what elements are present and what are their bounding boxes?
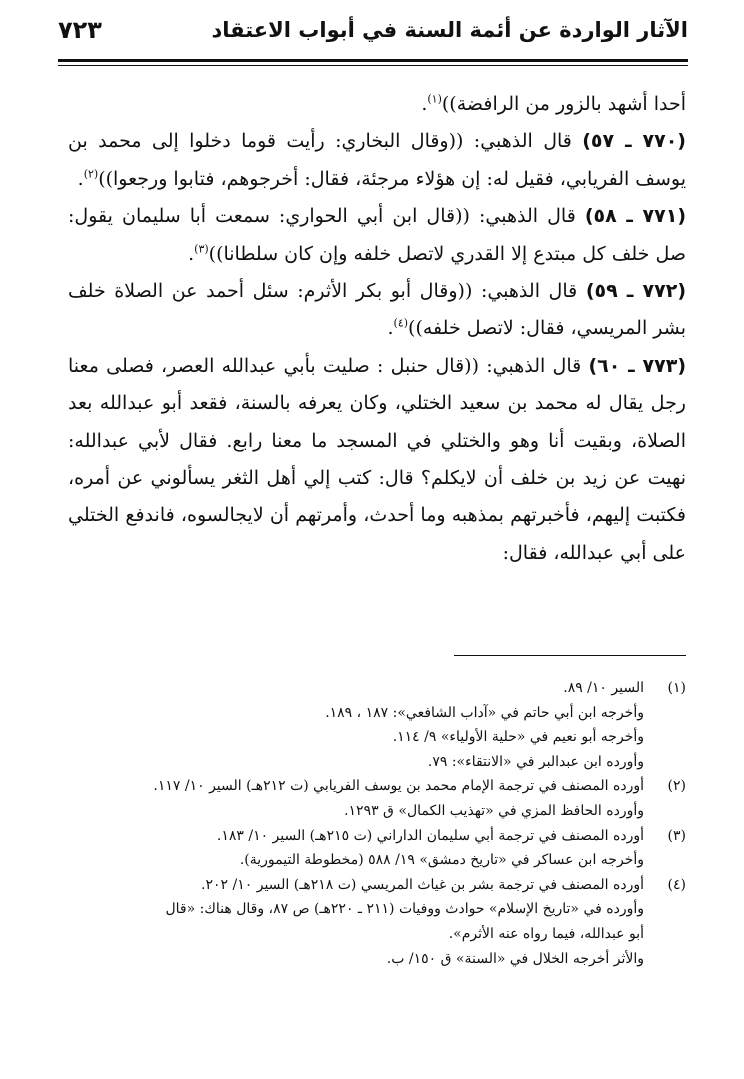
footnote-line: أورده المصنف في ترجمة بشر بن غياث المريسي (ت ٢١٨هـ) السير ١٠/ ٢٠٢. [201,876,644,893]
athar-number: (٧٧٣ ـ ٦٠) [588,354,686,377]
paragraph-end: . [77,167,84,190]
footnote-body [60,873,644,971]
athar-paragraph [68,198,686,273]
main-text [68,86,686,572]
footnote-number: (٤) [667,876,686,893]
footnote-line: وأخرجه ابن أبي حاتم في «آداب الشافعي»: ١٨٧ ، ١٨٩. [325,704,644,721]
footnote-body [60,676,644,774]
footnote-line: والأثر أخرجه الخلال في «السنة» ق ١٥٠/ ب. [386,950,644,967]
footnote-line: السير ١٠/ ٨٩. [563,680,644,696]
footnotes [60,676,686,971]
footnote-body [60,774,644,823]
paragraph-text: قال الذهبي: ((وقال أبو بكر الأثرم: سئل أحمد عن الصلاة خلف بشر المريسي، فقال: لاتصل خلفه)) [68,280,686,340]
athar-paragraph [68,123,686,198]
footnote-number: (١) [667,680,686,696]
footnote-line: أورده المصنف في ترجمة أبي سليمان الداراني (ت ٢١٥هـ) السير ١٠/ ١٨٣. [216,827,644,844]
header-rule-thin [58,65,688,66]
footnote-ref: (١) [427,92,442,106]
athar-paragraph [68,273,686,348]
footnote [60,676,686,774]
footnote-body [60,824,644,873]
paragraph-text: قال الذهبي: ((قال حنبل : صليت بأبي عبدالله العصر، فصلى معنا رجل يقال له محمد بن سعيد الختلي، وكان يعرفه بالسنة، فقعد أبو عبدالله بعد الصلاة، وبقيت أنا وهو والختلي في المسجد ما معنا رابع. فقال لأبي عبدالله: نهيت عن زيد بن خلف أن لايكلم؟ قال: كتب إلي أهل الثغر يسألوني عن أمره، فكتبت إليهم، فأخبرتهم بمذهبه وما أحدث، وأمرتهم أن لايجالسوه، فاندفع الختلي على أبي عبدالله، فقال: [68,354,687,564]
footnote [60,824,686,873]
paragraph-text: أحدا أشهد بالزور من الرافضة)) [441,93,686,115]
footnote [60,774,686,823]
footnote-line: أبو عبدالله، فيما رواه عنه الأثرم». [448,925,644,942]
page-header [58,14,688,64]
paragraph-text: قال الذهبي: ((وقال البخاري: رأيت قوما دخلوا إلى محمد بن يوسف الفريابي، فقيل له: إن هؤلاء مرجئة، فقال: أخرجوهم، فتابوا ورجعوا)) [68,130,686,190]
header-rule-thick [58,59,688,62]
paragraph-end: . [188,242,195,265]
footnote-line: وأخرجه أبو نعيم في «حلية الأولياء» ٩/ ١١٤. [392,729,644,746]
paragraph-end: . [421,93,428,115]
footnote-ref: (٣) [194,242,209,256]
footnote-line: وأورده في «تاريخ الإسلام» حوادث ووفيات (٢١١ ـ ٢٢٠هـ) ص ٨٧، وقال هناك: «قال [165,901,644,918]
page-number: ٧٢٣ [58,16,102,44]
footnote-line: وأورده الحافظ المزي في «تهذيب الكمال» ق ١٢٩٣. [344,802,644,819]
footnote-ref: (٢) [83,167,99,181]
paragraph-continuation [68,86,686,123]
footnote [60,873,686,971]
footnote-number: (٣) [667,827,686,844]
running-title: الآثار الواردة عن أئمة السنة في أبواب الاعتقاد [211,18,688,42]
footnote-line: أورده المصنف في ترجمة الإمام محمد بن يوسف الفريابي (ت ٢١٢هـ) السير ١٠/ ١١٧. [153,778,644,795]
footnote-number: (٢) [667,778,686,795]
paragraph-text: قال الذهبي: ((قال ابن أبي الحواري: سمعت أبا سليمان يقول: صل خلف كل مبتدع إلا القدري لاتصل خلفه وإن كان سلطانا)) [68,205,686,265]
athar-number: (٧٧١ ـ ٥٨) [584,205,686,228]
footnote-line: وأورده ابن عبدالبر في «الانتقاء»: ٧٩. [427,753,644,770]
footnote-line: وأخرجه ابن عساكر في «تاريخ دمشق» ١٩/ ٥٨٨ (مخطوطة التيمورية). [239,852,644,869]
paragraph-end: . [387,317,394,340]
athar-number: (٧٧٠ ـ ٥٧) [582,130,686,153]
athar-number: (٧٧٢ ـ ٥٩) [585,280,686,303]
athar-paragraph [68,348,686,572]
footnote-ref: (٤) [393,317,409,331]
footnote-divider [454,655,686,656]
